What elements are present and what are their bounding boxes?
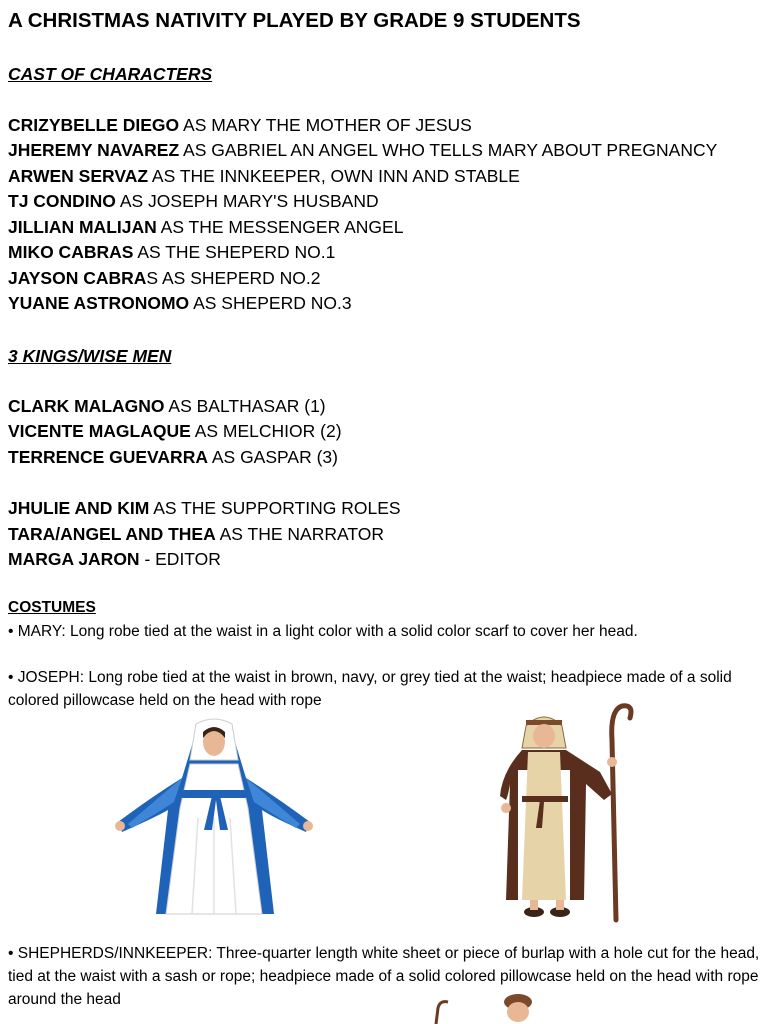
cast-role: AS GABRIEL AN ANGEL WHO TELLS MARY ABOUT PREGNANCY bbox=[179, 140, 718, 160]
cast-role: - EDITOR bbox=[139, 549, 221, 569]
cast-line-8 bbox=[8, 295, 352, 313]
cast-line-4 bbox=[8, 193, 379, 211]
cast-heading: CAST OF CHARACTERS bbox=[8, 64, 213, 84]
page-title: A CHRISTMAS NATIVITY PLAYED BY GRADE 9 STUDENTS bbox=[8, 9, 581, 32]
cast-role: AS SHEPERD NO.3 bbox=[189, 293, 352, 313]
king-line-3 bbox=[8, 449, 338, 467]
other-line-2 bbox=[8, 526, 384, 544]
cast-name: MARGA JARON bbox=[8, 549, 140, 569]
cast-name: TERRENCE GUEVARRA bbox=[8, 447, 208, 467]
cast-line-7 bbox=[8, 270, 321, 288]
cast-role: AS THE INNKEEPER, OWN INN AND STABLE bbox=[148, 166, 520, 186]
cast-name: YUANE ASTRONOMO bbox=[8, 293, 190, 313]
shepherd-costume-image bbox=[396, 990, 596, 1024]
cast-name: TARA/ANGEL AND THEA bbox=[8, 524, 216, 544]
costume-shepherds: • SHEPHERDS/INNKEEPER: Three-quarter length white sheet or piece of burlap with a hole cut for the head, tied at the waist with a sash or rope; headpiece made of a solid colored pillowcase held on the head with rope around the head bbox=[8, 945, 760, 1008]
cast-name: CLARK MALAGNO bbox=[8, 396, 165, 416]
cast-role: S AS SHEPERD NO.2 bbox=[146, 268, 321, 288]
cast-name: JHULIE AND KIM bbox=[8, 498, 150, 518]
cast-role: AS MELCHIOR (2) bbox=[190, 421, 342, 441]
cast-name: JHEREMY NAVAREZ bbox=[8, 140, 180, 160]
cast-name: MIKO CABRAS bbox=[8, 242, 134, 262]
other-line-1 bbox=[8, 500, 401, 518]
cast-name: VICENTE MAGLAQUE bbox=[8, 421, 191, 441]
cast-role: AS THE SUPPORTING ROLES bbox=[149, 498, 401, 518]
cast-role: AS MARY THE MOTHER OF JESUS bbox=[179, 115, 472, 135]
costume-mary: • MARY: Long robe tied at the waist in a light color with a solid color scarf to cover her head. bbox=[8, 623, 638, 640]
kings-heading: 3 KINGS/WISE MEN bbox=[8, 346, 172, 366]
cast-name: TJ CONDINO bbox=[8, 191, 116, 211]
joseph-costume-image bbox=[500, 700, 640, 924]
cast-line-3 bbox=[8, 168, 520, 186]
cast-role: AS THE NARRATOR bbox=[215, 524, 384, 544]
cast-line-1 bbox=[8, 117, 472, 135]
cast-name: CRIZYBELLE DIEGO bbox=[8, 115, 180, 135]
cast-role: AS THE SHEPERD NO.1 bbox=[133, 242, 336, 262]
cast-name: JILLIAN MALIJAN bbox=[8, 217, 157, 237]
other-line-3 bbox=[8, 551, 221, 569]
cast-line-5 bbox=[8, 219, 403, 237]
costume-joseph: • JOSEPH: Long robe tied at the waist in brown, navy, or grey tied at the waist; headpiece made of a solid colored pillowcase held on the head with rope bbox=[8, 669, 732, 709]
cast-name: JAYSON CABRA bbox=[8, 268, 147, 288]
king-line-2 bbox=[8, 423, 342, 441]
king-line-1 bbox=[8, 398, 326, 416]
cast-line-6 bbox=[8, 244, 335, 262]
cast-role: AS THE MESSENGER ANGEL bbox=[156, 217, 404, 237]
cast-role: AS JOSEPH MARY'S HUSBAND bbox=[115, 191, 379, 211]
cast-role: AS BALTHASAR (1) bbox=[164, 396, 326, 416]
mary-costume-image bbox=[78, 718, 350, 916]
cast-line-2 bbox=[8, 142, 717, 160]
costumes-heading: COSTUMES bbox=[8, 599, 96, 616]
cast-name: ARWEN SERVAZ bbox=[8, 166, 149, 186]
cast-role: AS GASPAR (3) bbox=[207, 447, 338, 467]
